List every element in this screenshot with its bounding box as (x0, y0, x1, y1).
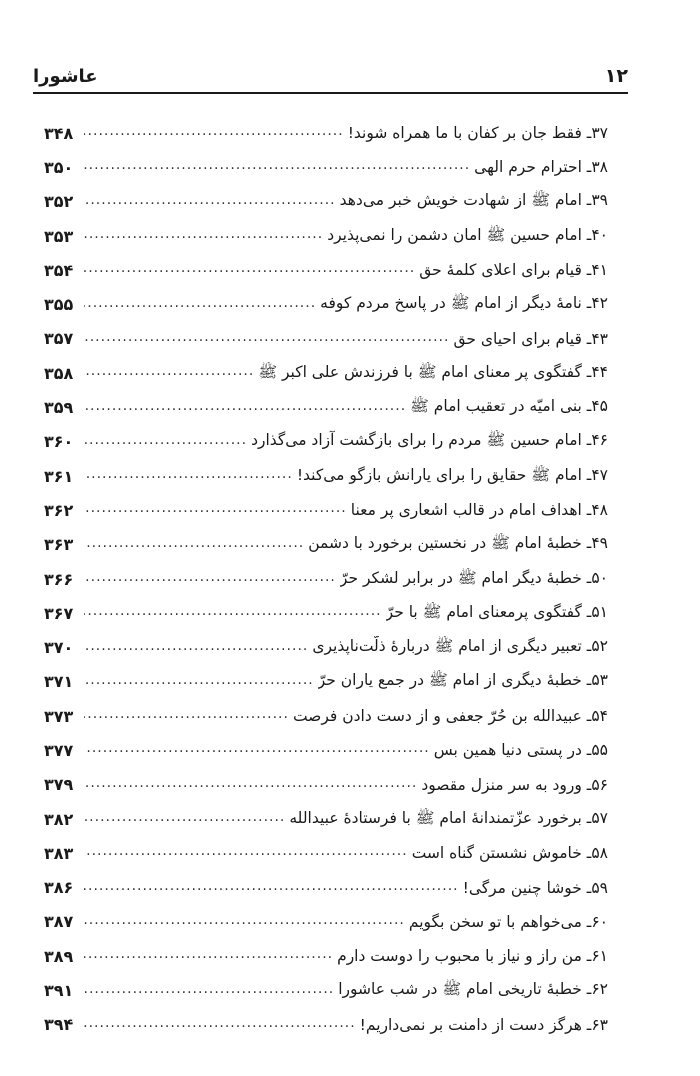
toc-entry (44, 219, 608, 253)
toc-entry-title: ۴۶ـ امام حسین ﷺ مردم را برای بازگشت آزاد می‌گذارد (251, 431, 608, 450)
toc-entry-title: ۵۶ـ ورود به سر منزل مقصود (421, 775, 608, 794)
toc-entry (44, 905, 608, 939)
dot-leader (84, 946, 333, 966)
toc-entry (44, 836, 608, 870)
toc-entry-page-number: ۳۶۲ (44, 500, 74, 520)
toc-entry (44, 665, 608, 699)
toc-entry-title: ۵۴ـ عبیدالله بن حُرّ جعفی و از دست دادن فرصت (292, 707, 608, 726)
toc-entry (44, 768, 608, 802)
toc-entry (44, 733, 608, 767)
dot-leader (84, 226, 323, 246)
toc-entry (44, 630, 608, 664)
dot-leader (84, 157, 470, 177)
toc-entry (44, 1008, 608, 1042)
toc-entry (44, 596, 608, 630)
toc-entry-title: ۳۷ـ فقط جان بر کفان با ما همراه شوند! (347, 124, 608, 143)
toc-entry-page-number: ۳۵۰ (44, 157, 74, 177)
toc-entry-title: ۴۷ـ امام ﷺ حقایق را برای یارانش بازگو می‌کند! (296, 465, 608, 484)
toc-entry-title: ۵۳ـ خطبهٔ دیگری از امام ﷺ در جمع یاران حرّ (317, 671, 608, 690)
toc-entry-page-number: ۳۸۲ (44, 809, 74, 829)
toc-entry-title: ۴۰ـ امام حسین ﷺ امان دشمن را نمی‌پذیرد (327, 225, 608, 244)
toc-entry (44, 699, 608, 733)
dot-leader (84, 329, 449, 349)
toc-entry-title: ۵۵ـ در پستی دنیا همین بس (433, 741, 608, 760)
toc-entry-title: ۴۵ـ بنی امیّه در تعقیب امام ﷺ (410, 397, 608, 416)
dot-leader (84, 500, 347, 520)
toc-entry (44, 322, 608, 356)
toc-entry-page-number: ۳۵۸ (44, 363, 74, 383)
toc-entry (44, 871, 608, 905)
dot-leader (84, 603, 382, 623)
toc-entry (44, 253, 608, 287)
toc-entry-page-number: ۳۴۸ (44, 123, 74, 143)
toc-entry-title: ۴۸ـ اهداف امام در قالب اشعاری پر معنا (350, 501, 608, 520)
toc-entry-page-number: ۳۸۷ (44, 912, 74, 932)
toc-entry-title: ۴۴ـ گفتگوی پر معنای امام ﷺ با فرزندش علی اکبر ﷺ (258, 362, 608, 381)
toc-entry-title: ۴۹ـ خطبهٔ امام ﷺ در نخستین برخورد با دشمن (308, 534, 608, 553)
toc-entry (44, 150, 608, 184)
dot-leader (84, 981, 334, 1001)
toc-entry-title: ۳۸ـ احترام حرم الهی (474, 158, 608, 177)
toc-entry (44, 493, 608, 527)
toc-entry-page-number: ۳۶۶ (44, 569, 74, 589)
dot-leader (84, 466, 293, 486)
book-title: عاشورا (33, 65, 98, 87)
toc-entry-page-number: ۳۹۴ (44, 1015, 74, 1035)
dot-leader (84, 432, 247, 452)
toc-entry-page-number: ۳۷۱ (44, 672, 74, 692)
table-of-contents (44, 116, 608, 1042)
dot-leader (84, 638, 308, 658)
toc-entry-page-number: ۳۵۴ (44, 260, 74, 280)
dot-leader (84, 809, 285, 829)
toc-entry-title: ۵۷ـ برخورد عزّتمندانهٔ امام ﷺ با فرستادهٔ عبیدالله (289, 808, 608, 827)
dot-leader (84, 260, 415, 280)
dot-leader (84, 123, 344, 143)
toc-entry-page-number: ۳۶۱ (44, 466, 74, 486)
dot-leader (84, 672, 314, 692)
toc-entry-title: ۶۲ـ خطبهٔ تاریخی امام ﷺ در شب عاشورا (338, 980, 608, 999)
dot-leader (84, 363, 254, 383)
toc-entry-title: ۵۰ـ خطبهٔ دیگر امام ﷺ در برابر لشکر حرّ (339, 568, 608, 587)
dot-leader (84, 878, 459, 898)
toc-entry-page-number: ۳۸۶ (44, 878, 74, 898)
toc-entry (44, 562, 608, 596)
dot-leader (84, 535, 304, 555)
page-number: ۱۲ (604, 65, 628, 87)
toc-entry-title: ۵۲ـ تعبیر دیگری از امام ﷺ دربارهٔ ذلّت‌ناپذیری (312, 637, 608, 656)
toc-entry-page-number: ۳۵۵ (44, 295, 74, 315)
toc-entry-title: ۵۸ـ خاموش نشستن گناه است (411, 844, 608, 863)
dot-leader (84, 775, 417, 795)
dot-leader (84, 1015, 356, 1035)
toc-entry-title: ۴۲ـ نامهٔ دیگر از امام ﷺ در پاسخ مردم کوفه (320, 294, 608, 313)
toc-entry-page-number: ۳۵۷ (44, 329, 74, 349)
toc-entry (44, 425, 608, 459)
toc-entry-page-number: ۳۷۰ (44, 638, 74, 658)
dot-leader (84, 398, 406, 418)
dot-leader (84, 295, 316, 315)
dot-leader (84, 740, 430, 760)
toc-entry-page-number: ۳۷۷ (44, 740, 74, 760)
toc-entry-title: ۶۰ـ می‌خواهم با تو سخن بگویم (408, 912, 608, 931)
toc-entry-page-number: ۳۶۰ (44, 432, 74, 452)
toc-entry (44, 356, 608, 390)
toc-entry (44, 116, 608, 150)
toc-entry-page-number: ۳۵۹ (44, 398, 74, 418)
toc-entry-title: ۳۹ـ امام ﷺ از شهادت خویش خبر می‌دهد (339, 191, 608, 210)
toc-entry-page-number: ۳۸۹ (44, 946, 74, 966)
toc-entry-page-number: ۳۶۷ (44, 603, 74, 623)
toc-entry-page-number: ۳۵۲ (44, 192, 74, 212)
toc-entry (44, 390, 608, 424)
toc-entry-title: ۵۹ـ خوشا چنین مرگی! (462, 878, 608, 897)
toc-entry-page-number: ۳۷۹ (44, 775, 74, 795)
dot-leader (84, 569, 336, 589)
running-header (33, 60, 628, 94)
toc-entry (44, 939, 608, 973)
dot-leader (84, 912, 405, 932)
toc-entry-title: ۴۱ـ قیام برای اعلای کلمهٔ حق (419, 261, 608, 280)
toc-entry (44, 459, 608, 493)
toc-entry (44, 185, 608, 219)
toc-entry-page-number: ۳۶۳ (44, 535, 74, 555)
toc-entry (44, 802, 608, 836)
toc-entry-title: ۵۱ـ گفتگوی پرمعنای امام ﷺ با حرّ (385, 602, 608, 621)
dot-leader (84, 843, 408, 863)
toc-entry-page-number: ۳۵۳ (44, 226, 74, 246)
toc-entry-title: ۶۳ـ هرگز دست از دامنت بر نمی‌داریم! (359, 1015, 608, 1034)
toc-entry-title: ۶۱ـ من راز و نیاز با محبوب را دوست دارم (337, 947, 608, 966)
toc-entry-title: ۴۳ـ قیام برای احیای حق (453, 329, 608, 348)
dot-leader (84, 706, 289, 726)
toc-entry-page-number: ۳۸۳ (44, 843, 74, 863)
toc-entry (44, 973, 608, 1007)
toc-entry (44, 287, 608, 321)
toc-entry-page-number: ۳۹۱ (44, 981, 74, 1001)
toc-entry (44, 528, 608, 562)
toc-entry-page-number: ۳۷۳ (44, 706, 74, 726)
dot-leader (84, 192, 336, 212)
